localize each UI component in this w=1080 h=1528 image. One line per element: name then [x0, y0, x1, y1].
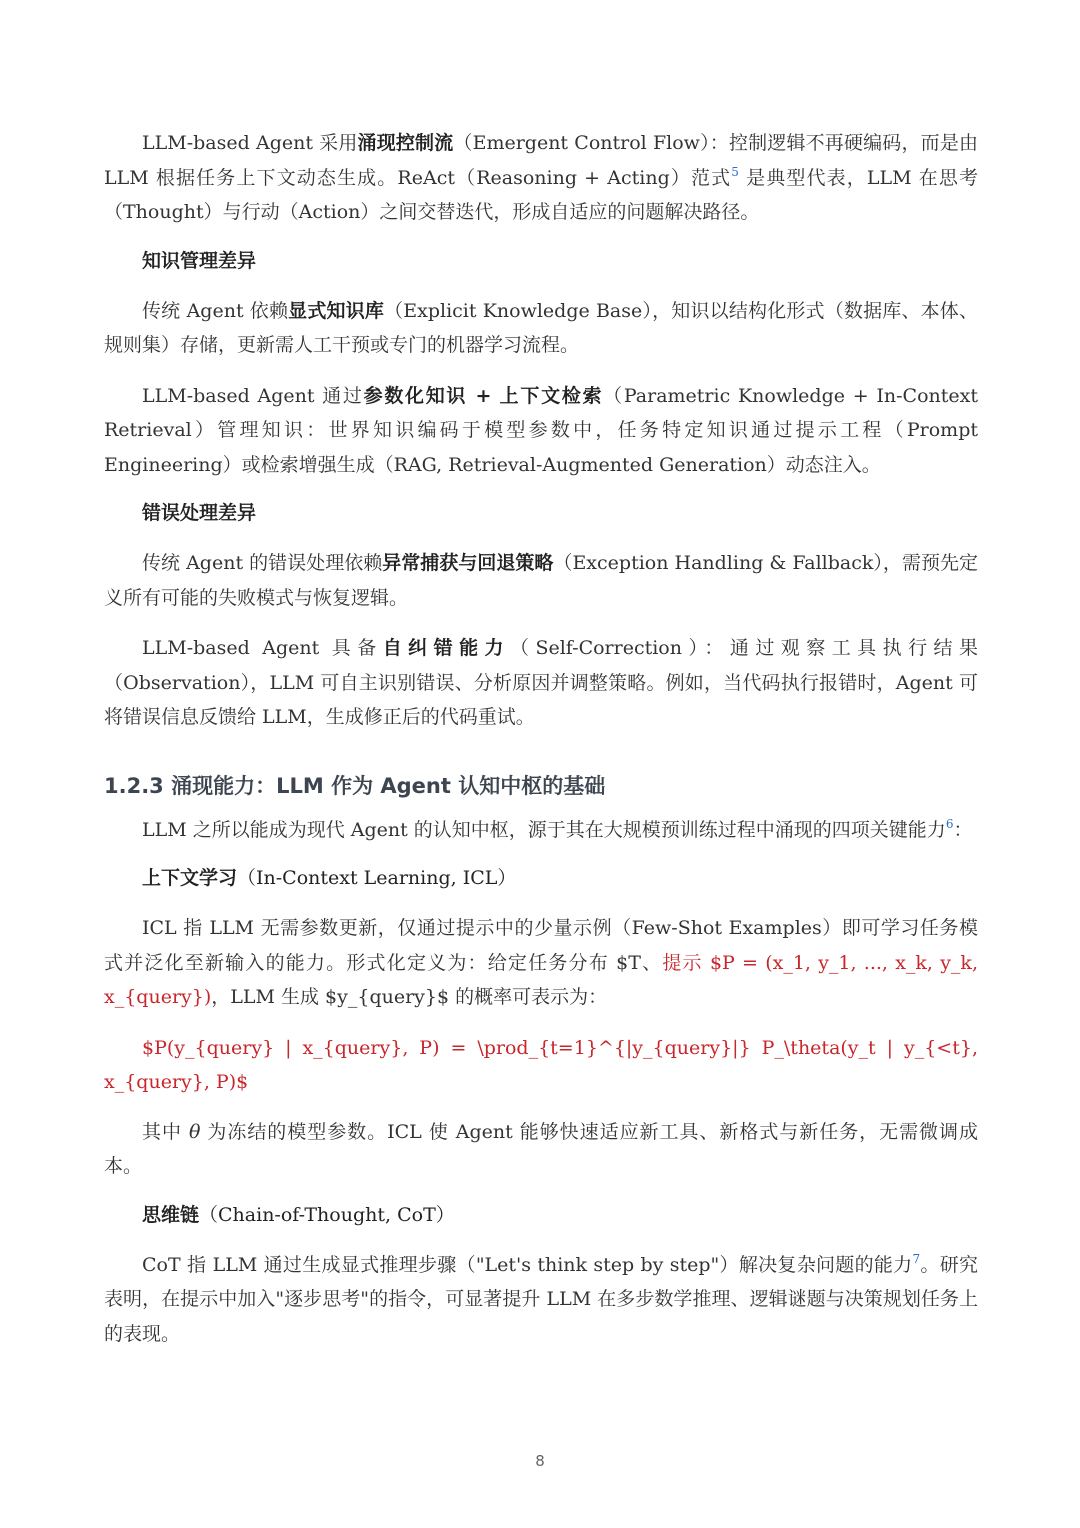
bold-term: 涌现控制流: [357, 132, 454, 154]
paragraph-llm-knowledge: [104, 379, 978, 483]
footnote-ref-6[interactable]: 6: [945, 816, 954, 831]
paragraph-traditional-error: [104, 546, 978, 615]
section-heading: 1.2.3 涌现能力：LLM 作为 Agent 认知中枢的基础: [104, 773, 606, 798]
bold-term: 显式知识库: [288, 299, 385, 322]
bold-term: 参数化知识 + 上下文检索: [363, 384, 604, 407]
page-number: 8: [535, 1452, 545, 1470]
paragraph-llm-error: [104, 631, 978, 735]
inline-math: 提示 $P = (x_1, y_1, ..., x_k, y_k, x_{query}): [104, 951, 978, 1008]
text: （Emergent Control Flow）：控制逻辑不再硬编码，而是由 LLM 根据任务上下文动态生成。ReAct（Reasoning + Acting）范式: [104, 132, 978, 189]
footnote-ref-5[interactable]: 5: [731, 164, 739, 179]
subheading-knowledge: 知识管理差异: [142, 249, 257, 272]
footnote-ref-7[interactable]: 7: [912, 1251, 921, 1266]
bold-term: 异常捕获与回退策略: [382, 552, 554, 574]
paragraph-cot: [104, 1248, 978, 1352]
text: CoT 指 LLM 通过生成显式推理步骤（"Let's think step by step"）解决复杂问题的能力: [142, 1253, 913, 1276]
subheading-zh: 上下文学习: [142, 867, 238, 889]
text: LLM-based Agent 具备: [142, 637, 383, 659]
text: （Parametric Knowledge + In-Context Retrieval）管理知识：世界知识编码于模型参数中，任务特定知识通过提示工程（Prompt Engineering）或检索增强生成（RAG, Retrieval-Augmented Generation）动态注入。: [104, 384, 978, 476]
text: 传统 Agent 的错误处理依赖: [142, 552, 383, 574]
formula-icl-probability: $P(y_{query} | x_{query}, P) = \prod_{t=1}^{|y_{query}|} P_\theta(y_t | y_{<t}, x_{query}, P)$: [104, 1036, 978, 1093]
paragraph-traditional-knowledge: [104, 294, 978, 363]
document-body: [104, 126, 978, 1351]
text: 传统 Agent 依赖: [142, 299, 289, 322]
text: 为冻结的模型参数。ICL 使 Agent 能够快速适应新工具、新格式与新任务，无需微调成本。: [104, 1120, 978, 1177]
text: ：: [953, 818, 973, 841]
subheading-cot: [142, 1198, 978, 1232]
subheading-icl: [142, 861, 978, 895]
subheading-en: （Chain-of-Thought, CoT）: [199, 1203, 455, 1226]
paragraph-icl-definition: [104, 911, 978, 1015]
paragraph-icl-theta: [104, 1115, 978, 1184]
subheading-en: （In-Context Learning, ICL）: [237, 867, 517, 889]
text: 其中: [142, 1120, 189, 1143]
text: 是典型代表，LLM 在思考（Thought）与行动（Action）之间交替迭代，形成自适应的问题解决路径。: [104, 166, 978, 223]
text: （Explicit Knowledge Base），知识以结构化形式（数据库、本体、规则集）存储，更新需人工干预或专门的机器学习流程。: [104, 299, 978, 356]
subheading-zh: 思维链: [142, 1203, 200, 1226]
text: 。研究表明，在提示中加入"逐步思考"的指令，可显著提升 LLM 在多步数学推理、逻辑谜题与决策规划任务上的表现。: [104, 1253, 978, 1345]
text: ，LLM 生成 $y_{query}$ 的概率可表示为：: [211, 986, 608, 1008]
text: ICL 指 LLM 无需参数更新，仅通过提示中的少量示例（Few-Shot Examples）即可学习任务模式并泛化至新输入的能力。形式化定义为：给定任务分布 $T、: [104, 917, 978, 974]
subheading-error: 错误处理差异: [142, 502, 257, 524]
paragraph-section-intro: [104, 813, 978, 848]
bold-term: 自纠错能力: [382, 637, 510, 659]
paragraph-emergent-control-flow: [104, 126, 978, 230]
text: LLM 之所以能成为现代 Agent 的认知中枢，源于其在大规模预训练过程中涌现的四项关键能力: [142, 818, 946, 841]
text: LLM-based Agent 通过: [142, 384, 364, 407]
theta-symbol: θ: [188, 1120, 201, 1143]
text: LLM-based Agent 采用: [142, 132, 358, 154]
text: （Exception Handling & Fallback），需预先定义所有可能的失败模式与恢复逻辑。: [104, 552, 978, 609]
text: （Self-Correction）：通过观察工具执行结果（Observation），LLM 可自主识别错误、分析原因并调整策略。例如，当代码执行报错时，Agent 可将错误信息反馈给 LLM，生成修正后的代码重试。: [104, 637, 979, 728]
